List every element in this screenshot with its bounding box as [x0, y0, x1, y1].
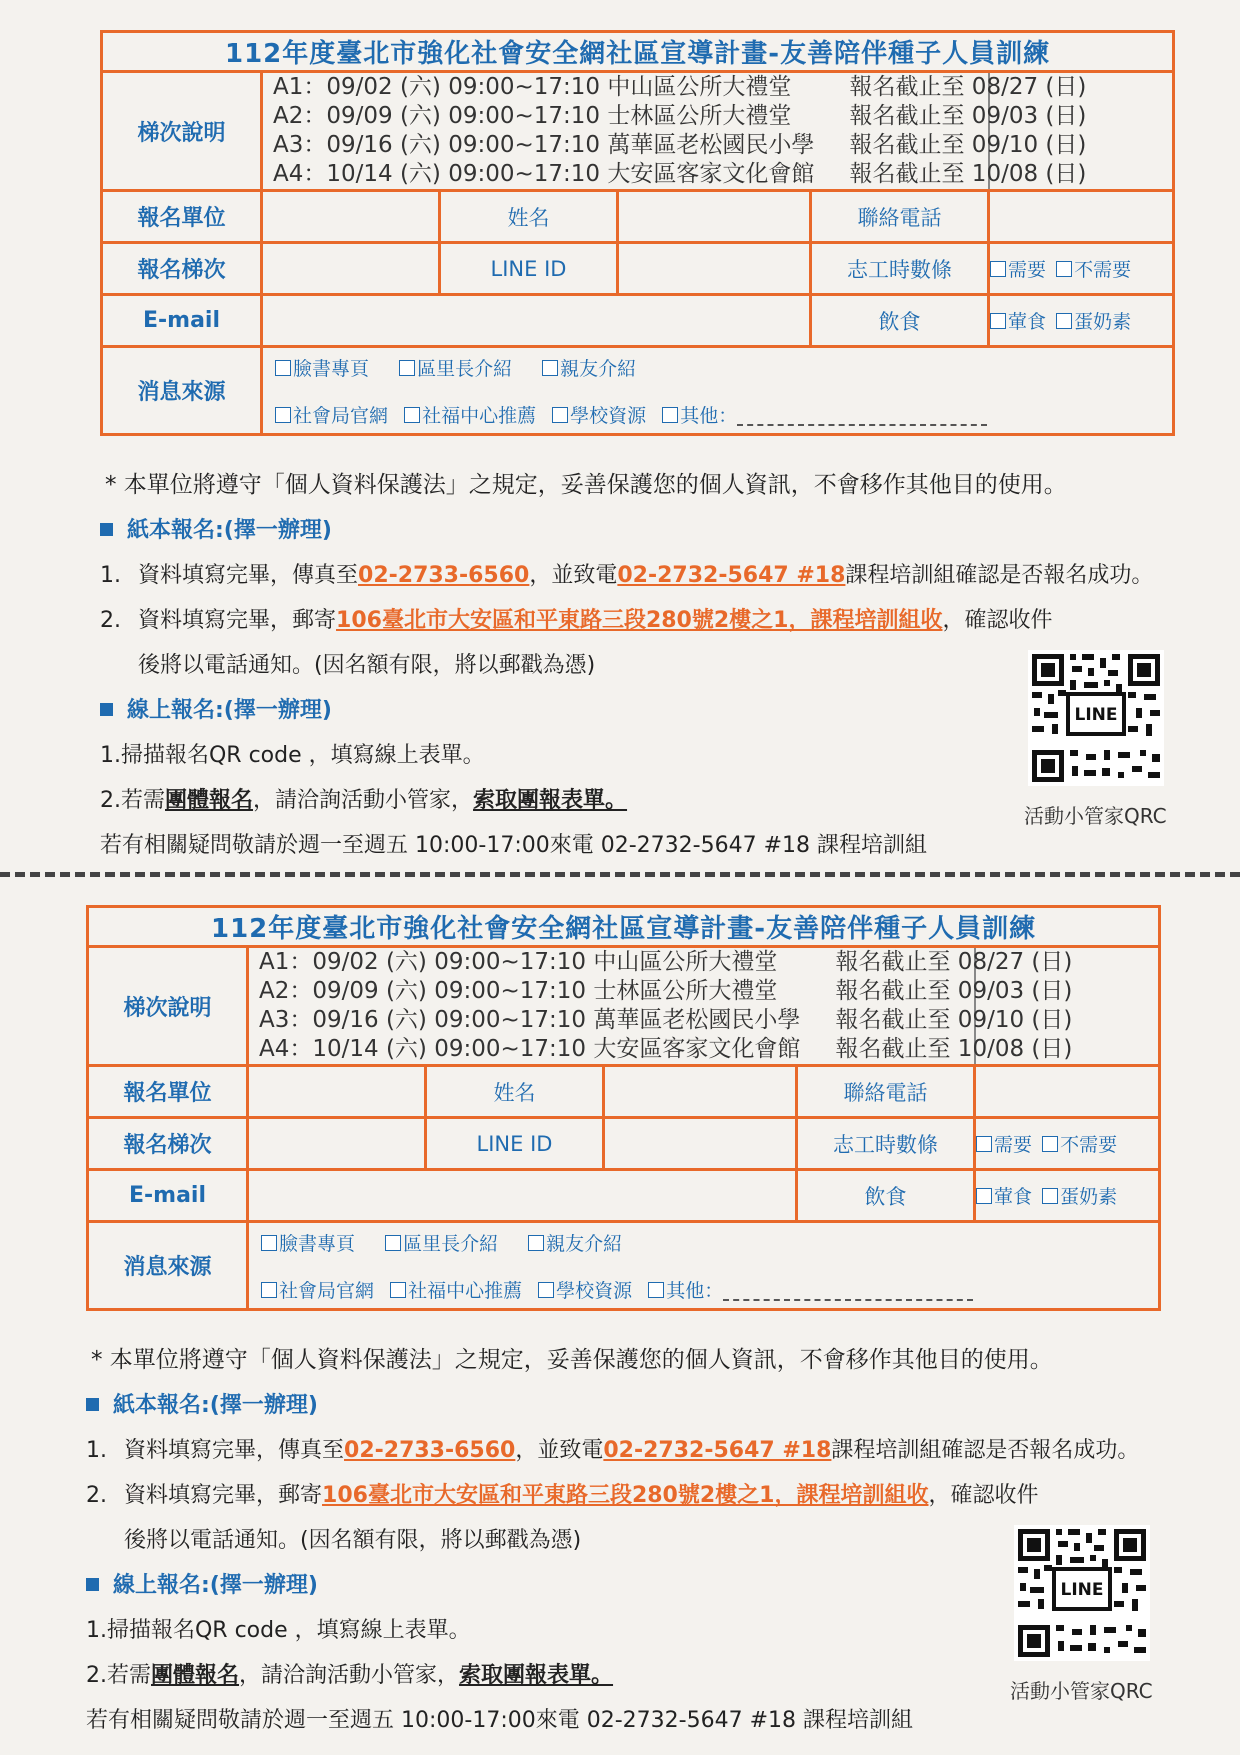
form-title: 112年度臺北市強化社會安全網社區宣導計畫-友善陪伴種子人員訓練: [88, 907, 1160, 947]
line-id-label: LINE ID: [426, 1118, 604, 1170]
session-item: A1：09/02 (六) 09:00~17:10 中山區公所大禮堂: [273, 74, 792, 100]
online-step-2: [86, 1658, 613, 1689]
source-option: 親友介紹: [546, 1232, 623, 1255]
other-checkbox[interactable]: [648, 1282, 664, 1298]
social-bureau-checkbox[interactable]: [261, 1282, 277, 1298]
name-label: 姓名: [440, 191, 618, 243]
email-label: E-mail: [102, 295, 262, 347]
mailing-address: 106臺北市大安區和平東路三段280號2樓之1，課程培訓組收: [336, 608, 943, 633]
source-option: 社福中心推薦: [422, 404, 537, 427]
source-option: 親友介紹: [560, 357, 637, 380]
email-label: E-mail: [88, 1170, 248, 1222]
session-item: A2：09/09 (六) 09:00~17:10 士林區公所大禮堂: [273, 103, 792, 129]
source-option: 區里長介紹: [403, 1232, 499, 1255]
qr-caption: 活動小管家QRC: [1024, 804, 1167, 828]
phone-label: 聯絡電話: [811, 191, 989, 243]
volunteer-hours-label: 志工時數條: [797, 1118, 975, 1170]
step-text: ，並致電: [529, 563, 618, 588]
phone-field[interactable]: [975, 1066, 1160, 1118]
fax-number: 02-2733-6560: [344, 1438, 516, 1463]
step-text: 資料填寫完畢，郵寄: [124, 1483, 323, 1508]
diet-label: 飲食: [811, 295, 989, 347]
session-item: A4：10/14 (六) 09:00~17:10 大安區客家文化會館: [273, 161, 815, 187]
step-number: 2.: [100, 608, 121, 633]
deadline-item: 報名截止至 08/27 (日): [835, 949, 1073, 975]
online-registration-heading: [100, 693, 332, 724]
step-text: 2.若需: [100, 788, 165, 813]
volunteer-hours-options: [975, 1118, 1160, 1170]
source-option: 社會局官網: [293, 404, 389, 427]
paper-step-1: [86, 1433, 1139, 1464]
line-id-field[interactable]: [618, 243, 811, 295]
friends-checkbox[interactable]: [528, 1235, 544, 1251]
no-need-checkbox[interactable]: [1056, 261, 1072, 277]
phone-label: 聯絡電話: [797, 1066, 975, 1118]
session-label: 梯次說明: [102, 72, 262, 191]
phone-number: 02-2732-5647 #18: [617, 563, 846, 588]
deadline-item: 報名截止至 08/27 (日): [849, 74, 1087, 100]
facebook-checkbox[interactable]: [275, 360, 291, 376]
source-option: 其他：: [666, 1279, 724, 1302]
session-label: 梯次說明: [88, 947, 248, 1066]
step-text: 課程培訓組確認是否報名成功。: [831, 1438, 1140, 1463]
square-bullet-icon: [86, 1398, 99, 1411]
deadline-item: 報名截止至 09/03 (日): [849, 103, 1087, 129]
step-text: 資料填寫完畢，郵寄: [138, 608, 337, 633]
step-text: 資料填寫完畢，傳真至: [138, 563, 359, 588]
paper-registration-title: 紙本報名:(擇一辦理): [113, 1393, 318, 1418]
other-field[interactable]: [737, 424, 987, 426]
deadline-item: 報名截止至 10/08 (日): [835, 1036, 1073, 1062]
paper-registration-heading: [100, 513, 332, 544]
no-need-label: 不需要: [1074, 259, 1132, 281]
group-registration-text: 團體報名: [151, 1663, 240, 1688]
source-option: 區里長介紹: [417, 357, 513, 380]
need-label: 需要: [994, 1134, 1033, 1156]
unit-label: 報名單位: [102, 191, 262, 243]
village-chief-checkbox[interactable]: [385, 1235, 401, 1251]
online-step-1: 1.掃描報名QR code ，填寫線上表單。: [86, 1618, 471, 1643]
privacy-note: * 本單位將遵守「個人資料保護法」之規定，妥善保護您的個人資訊，不會移作其他目的使用。: [91, 1347, 1053, 1373]
step-text: 資料填寫完畢，傳真至: [124, 1438, 345, 1463]
registration-form: [100, 30, 1175, 436]
meat-label: 葷食: [1008, 311, 1047, 333]
paper-registration-heading: [86, 1388, 318, 1419]
session-item: A1：09/02 (六) 09:00~17:10 中山區公所大禮堂: [259, 949, 778, 975]
deadline-list: [835, 947, 1160, 1066]
name-field[interactable]: [604, 1066, 797, 1118]
source-option: 其他：: [680, 404, 738, 427]
square-bullet-icon: [86, 1578, 99, 1591]
source-option: 學校資源: [556, 1279, 633, 1302]
step-number: 2.: [86, 1483, 107, 1508]
registration-form: [86, 905, 1161, 1311]
form-title: 112年度臺北市強化社會安全網社區宣導計畫-友善陪伴種子人員訓練: [102, 32, 1174, 72]
group-form-request-text: 索取團報表單。: [459, 1663, 614, 1688]
vegetarian-label: 蛋奶素: [1060, 1186, 1118, 1208]
form-copy-bottom: [0, 875, 1226, 1745]
session-item: A3：09/16 (六) 09:00~17:10 萬華區老松國民小學: [273, 132, 815, 158]
group-form-request-text: 索取團報表單。: [473, 788, 628, 813]
name-label: 姓名: [426, 1066, 604, 1118]
step-text: 課程培訓組確認是否報名成功。: [845, 563, 1154, 588]
paper-step-2-cont: 後將以電話通知。(因名額有限，將以郵戳為憑): [138, 653, 596, 678]
meat-label: 葷食: [994, 1186, 1033, 1208]
step-text: ，請洽詢活動小管家，: [239, 1663, 460, 1688]
deadline-item: 報名截止至 09/03 (日): [835, 978, 1073, 1004]
qr-code-block: [1024, 650, 1168, 829]
source-options: [248, 1222, 1160, 1310]
step-text: ，確認收件: [928, 1483, 1039, 1508]
unit-label: 報名單位: [88, 1066, 248, 1118]
qr-line-text: LINE: [1060, 1580, 1104, 1600]
social-bureau-checkbox[interactable]: [275, 407, 291, 423]
online-registration-heading: [86, 1568, 318, 1599]
diet-options: [975, 1170, 1160, 1222]
online-step-2: [100, 783, 627, 814]
square-bullet-icon: [100, 523, 113, 536]
step-text: ，請洽詢活動小管家，: [253, 788, 474, 813]
need-label: 需要: [1008, 259, 1047, 281]
other-checkbox[interactable]: [662, 407, 678, 423]
contact-info: 若有相關疑問敬請於週一至週五 10:00-17:00來電 02-2732-5647 #18 課程培訓組: [100, 833, 927, 858]
source-option: 臉書專頁: [279, 1232, 356, 1255]
deadline-item: 報名截止至 10/08 (日): [849, 161, 1087, 187]
qr-code-block: [1010, 1525, 1154, 1704]
session-item: A4：10/14 (六) 09:00~17:10 大安區客家文化會館: [259, 1036, 801, 1062]
paper-step-2: [100, 603, 1053, 634]
mailing-address: 106臺北市大安區和平東路三段280號2樓之1，課程培訓組收: [322, 1483, 929, 1508]
unit-field[interactable]: [262, 191, 440, 243]
volunteer-hours-label: 志工時數條: [811, 243, 989, 295]
no-need-checkbox[interactable]: [1042, 1136, 1058, 1152]
vegetarian-checkbox[interactable]: [1056, 313, 1072, 329]
batch-field[interactable]: [262, 243, 440, 295]
no-need-label: 不需要: [1060, 1134, 1118, 1156]
need-checkbox[interactable]: [990, 261, 1006, 277]
online-step-1: 1.掃描報名QR code ，填寫線上表單。: [100, 743, 485, 768]
source-label: 消息來源: [88, 1222, 248, 1310]
friends-checkbox[interactable]: [542, 360, 558, 376]
square-bullet-icon: [100, 703, 113, 716]
source-option: 學校資源: [570, 404, 647, 427]
meat-checkbox[interactable]: [976, 1188, 992, 1204]
other-field[interactable]: [723, 1299, 973, 1301]
diet-label: 飲食: [797, 1170, 975, 1222]
source-option: 社會局官網: [279, 1279, 375, 1302]
welfare-center-checkbox[interactable]: [404, 407, 420, 423]
source-option: 臉書專頁: [293, 357, 370, 380]
qr-caption: 活動小管家QRC: [1010, 1679, 1153, 1703]
paper-step-1: [100, 558, 1153, 589]
online-registration-title: 線上報名:(擇一辦理): [127, 698, 332, 723]
group-registration-text: 團體報名: [165, 788, 254, 813]
form-copy-top: [0, 0, 1240, 870]
diet-options: [989, 295, 1174, 347]
school-checkbox[interactable]: [538, 1282, 554, 1298]
step-text: ，並致電: [515, 1438, 604, 1463]
step-number: 1.: [100, 563, 121, 588]
privacy-note: * 本單位將遵守「個人資料保護法」之規定，妥善保護您的個人資訊，不會移作其他目的使用。: [105, 472, 1067, 498]
name-field[interactable]: [618, 191, 811, 243]
fax-number: 02-2733-6560: [358, 563, 530, 588]
deadline-item: 報名截止至 09/10 (日): [835, 1007, 1073, 1033]
phone-number: 02-2732-5647 #18: [603, 1438, 832, 1463]
line-id-label: LINE ID: [440, 243, 618, 295]
village-chief-checkbox[interactable]: [399, 360, 415, 376]
phone-field[interactable]: [989, 191, 1174, 243]
volunteer-hours-options: [989, 243, 1174, 295]
vegetarian-label: 蛋奶素: [1074, 311, 1132, 333]
welfare-center-checkbox[interactable]: [390, 1282, 406, 1298]
batch-field[interactable]: [248, 1118, 426, 1170]
step-text: 2.若需: [86, 1663, 151, 1688]
step-number: 1.: [86, 1438, 107, 1463]
step-text: ，確認收件: [942, 608, 1053, 633]
source-label: 消息來源: [102, 347, 262, 435]
deadline-item: 報名截止至 09/10 (日): [849, 132, 1087, 158]
batch-label: 報名梯次: [102, 243, 262, 295]
batch-label: 報名梯次: [88, 1118, 248, 1170]
meat-checkbox[interactable]: [990, 313, 1006, 329]
contact-info: 若有相關疑問敬請於週一至週五 10:00-17:00來電 02-2732-5647 #18 課程培訓組: [86, 1708, 913, 1733]
paper-step-2-cont: 後將以電話通知。(因名額有限，將以郵戳為憑): [124, 1528, 582, 1553]
online-registration-title: 線上報名:(擇一辦理): [113, 1573, 318, 1598]
vegetarian-checkbox[interactable]: [1042, 1188, 1058, 1204]
need-checkbox[interactable]: [976, 1136, 992, 1152]
session-item: A2：09/09 (六) 09:00~17:10 士林區公所大禮堂: [259, 978, 778, 1004]
school-checkbox[interactable]: [552, 407, 568, 423]
session-item: A3：09/16 (六) 09:00~17:10 萬華區老松國民小學: [259, 1007, 801, 1033]
paper-step-2: [86, 1478, 1039, 1509]
line-id-field[interactable]: [604, 1118, 797, 1170]
unit-field[interactable]: [248, 1066, 426, 1118]
source-options: [262, 347, 1174, 435]
email-field[interactable]: [262, 295, 811, 347]
source-option: 社福中心推薦: [408, 1279, 523, 1302]
qr-line-text: LINE: [1074, 705, 1118, 725]
email-field[interactable]: [248, 1170, 797, 1222]
deadline-list: [849, 72, 1174, 191]
paper-registration-title: 紙本報名:(擇一辦理): [127, 518, 332, 543]
facebook-checkbox[interactable]: [261, 1235, 277, 1251]
